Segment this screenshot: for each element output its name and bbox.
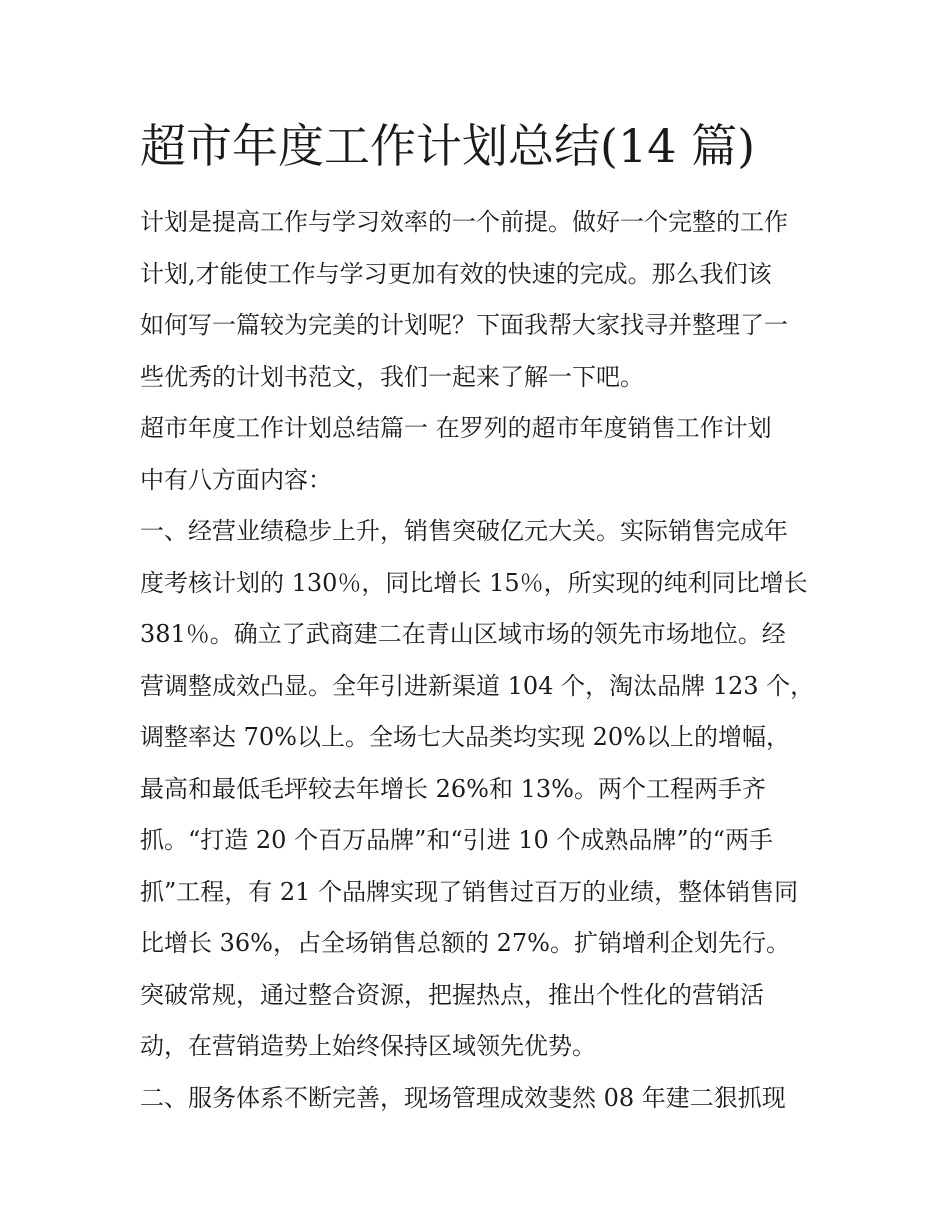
body-line: 计划,才能使工作与学习更加有效的快速的完成。那么我们该 [140,259,772,288]
body-line: 超市年度工作计划总结篇一 在罗列的超市年度销售工作计划 [140,414,772,442]
body-line: 一、经营业绩稳步上升，销售突破亿元大关。实际销售完成年 [140,517,788,545]
body-line: 比增长 36%，占全场销售总额的 27%。扩销增利企划先行。 [140,929,790,957]
body-line: 抓”工程，有 21 个品牌实现了销售过百万的业绩，整体销售同 [140,877,799,906]
body-line: 动，在营销造势上始终保持区域领先优势。 [140,1032,596,1060]
document-body [140,197,840,1124]
body-line: 381％。确立了武商建二在青山区域市场的领先市场地位。经 [140,620,786,648]
body-line: 调整率达 70%以上。全场七大品类均实现 20%以上的增幅， [140,723,790,751]
body-line: 计划是提高工作与学习效率的一个前提。做好一个完整的工作 [140,208,788,236]
body-line: 些优秀的计划书范文，我们一起来了解一下吧。 [140,362,644,391]
body-line: 中有八方面内容： [140,465,332,494]
body-line: 二、服务体系不断完善，现场管理成效斐然 08 年建二狠抓现 [140,1083,786,1112]
body-line: 抓。“打造 20 个百万品牌”和“引进 10 个成熟品牌”的“两手 [140,826,773,854]
document-title: 超市年度工作计划总结(14 篇) [140,119,756,173]
body-line: 如何写一篇较为完美的计划呢？下面我帮大家找寻并整理了一 [140,311,788,339]
body-line: 营调整成效凸显。全年引进新渠道 104 个，淘汰品牌 123 个， [140,671,815,700]
body-line: 最高和最低毛坪较去年增长 26%和 13%。两个工程两手齐 [140,774,766,803]
body-line: 度考核计划的 130％，同比增长 15％，所实现的纯利同比增长 [140,568,808,597]
body-line: 突破常规，通过整合资源，把握热点，推出个性化的营销活 [140,980,764,1009]
